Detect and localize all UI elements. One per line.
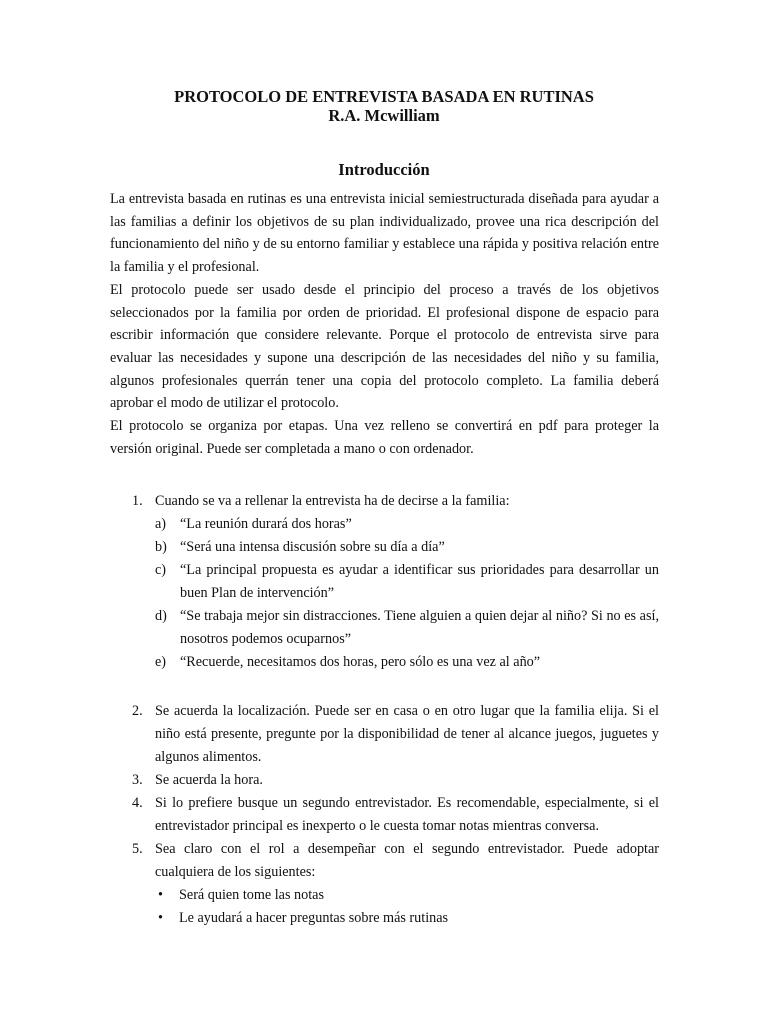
list-item-text: Si lo prefiere busque un segundo entrevistador. Es recomendable, especialmente, si el entrevistador principal es inexperto o le cuesta tomar notas mientras conversa.: [155, 795, 659, 834]
bullet-text: Le ayudará a hacer preguntas sobre más rutinas: [179, 910, 449, 926]
document-title: PROTOCOLO DE ENTREVISTA BASADA EN RUTINAS: [174, 87, 594, 106]
list-item: [110, 490, 659, 513]
list-item-number: 2.: [132, 703, 143, 719]
sub-list-item: [110, 651, 659, 674]
section-heading: Introducción: [338, 160, 430, 179]
sub-item-label: d): [155, 608, 167, 624]
bullet-text: Será quien tome las notas: [179, 887, 324, 903]
list-item: [110, 769, 659, 792]
sub-item-text: “La principal propuesta es ayudar a identificar sus prioridades para desarrollar un buen Plan de intervención”: [180, 562, 659, 601]
list-item-text: Sea claro con el rol a desempeñar con el segundo entrevistador. Puede adoptar cualquiera de los siguientes:: [155, 841, 659, 880]
sub-item-text: “Recuerde, necesitamos dos horas, pero sólo es una vez al año”: [180, 654, 541, 670]
sub-list-item: [110, 559, 659, 605]
numbered-list-part2: [110, 700, 659, 930]
bullet-icon: •: [158, 910, 163, 926]
sub-list-item: [110, 536, 659, 559]
list-item-number: 3.: [132, 772, 143, 788]
sub-item-label: b): [155, 539, 167, 555]
list-item-number: 4.: [132, 795, 143, 811]
intro-paragraph: El protocolo se organiza por etapas. Una vez relleno se convertirá en pdf para proteger la versión original. Puede ser completada a mano o con ordenador.: [110, 418, 659, 457]
document-author: R.A. Mcwilliam: [328, 106, 440, 125]
list-item: [110, 792, 659, 838]
sub-item-label: c): [155, 562, 167, 578]
sub-item-text: “Se trabaja mejor sin distracciones. Tiene alguien a quien dejar al niño? Si no es así, nosotros podemos ocuparnos”: [180, 608, 659, 647]
sub-item-label: a): [155, 516, 167, 532]
intro-paragraph: El protocolo puede ser usado desde el principio del proceso a través de los objetivos seleccionados por la familia por orden de prioridad. El profesional dispone de espacio para escribir información que considere relevante. Porque el protocolo de entrevista sirve para evaluar las necesidades y supone una descripción de las necesidades del niño y su familia, algunos profesionales querrán tener una copia del protocolo completo. La familia deberá aprobar el modo de utilizar el protocolo.: [110, 281, 659, 412]
list-item-text: Se acuerda la localización. Puede ser en casa o en otro lugar que la familia elija. Si el niño está presente, pregunte por la disponibilidad de tener al alcance juegos, juguetes y algunos alimentos.: [155, 703, 659, 765]
intro-section: [110, 188, 659, 460]
list-item-text: Cuando se va a rellenar la entrevista ha de decirse a la familia:: [155, 493, 510, 509]
bullet-item: [110, 907, 659, 930]
list-item-number: 1.: [132, 493, 143, 509]
sub-item-label: e): [155, 654, 167, 670]
numbered-list-part1: [110, 490, 659, 674]
bullet-item: [110, 884, 659, 907]
list-item: [110, 838, 659, 884]
sub-list-item: [110, 513, 659, 536]
list-item: [110, 700, 659, 769]
sub-item-text: “La reunión durará dos horas”: [180, 516, 352, 532]
sub-item-text: “Será una intensa discusión sobre su día a día”: [180, 539, 445, 555]
sub-list-item: [110, 605, 659, 651]
bullet-icon: •: [158, 887, 163, 903]
intro-paragraph: La entrevista basada en rutinas es una entrevista inicial semiestructurada diseñada para ayudar a las familias a definir los objetivos de su plan individualizado, provee una rica descripción del funcionamiento del niño y de su entorno familiar y establece una rápida y positiva relación entre la familia y el profesional.: [110, 191, 659, 276]
list-item-number: 5.: [132, 841, 143, 857]
list-item-text: Se acuerda la hora.: [155, 772, 263, 788]
